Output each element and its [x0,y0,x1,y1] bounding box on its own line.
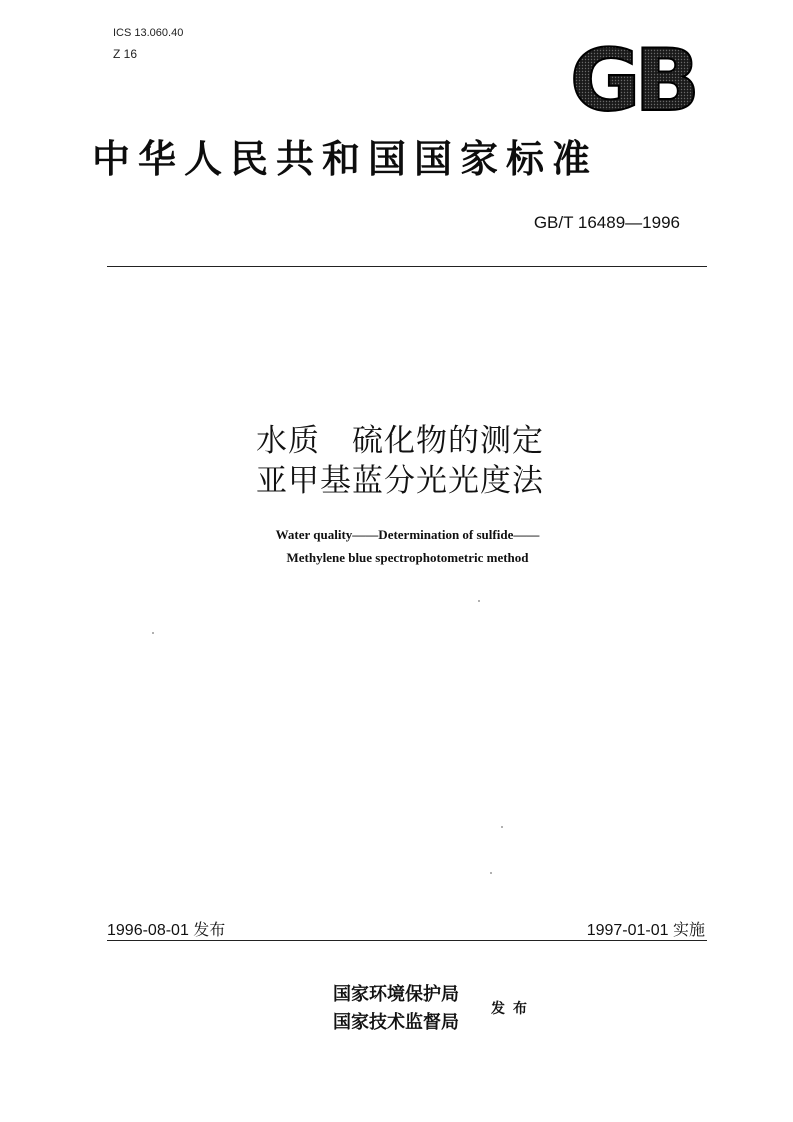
standard-code: GB/T 16489—1996 [533,213,680,232]
title-zh-line1: 水质 硫化物的测定 [256,423,544,459]
scan-speck [501,826,503,828]
top-divider [107,266,707,267]
standard-title: 中华人民共和国国家标准 [92,136,599,181]
ics-code: ICS 13.060.40 [113,27,184,39]
scan-speck [478,600,480,602]
publish-action: 发布 [491,1001,535,1017]
publisher-2: 国家技术监督局 [333,1012,459,1033]
issue-date: 1996-08-01 发布 [107,922,226,939]
scan-speck [152,632,154,634]
bottom-divider [107,940,707,941]
title-en-line1: Water quality——Determination of sulfide—— [275,527,540,542]
implement-date: 1997-01-01 实施 [586,922,705,939]
svg-text:GB: GB [569,40,695,120]
title-zh-line2: 亚甲基蓝分光光度法 [256,463,544,499]
gb-logo [560,40,705,120]
publisher-1: 国家环境保护局 [333,984,459,1005]
ccs-code: Z 16 [113,47,138,61]
title-en-line2: Methylene blue spectrophotometric method [286,550,529,565]
scan-speck [490,872,492,874]
